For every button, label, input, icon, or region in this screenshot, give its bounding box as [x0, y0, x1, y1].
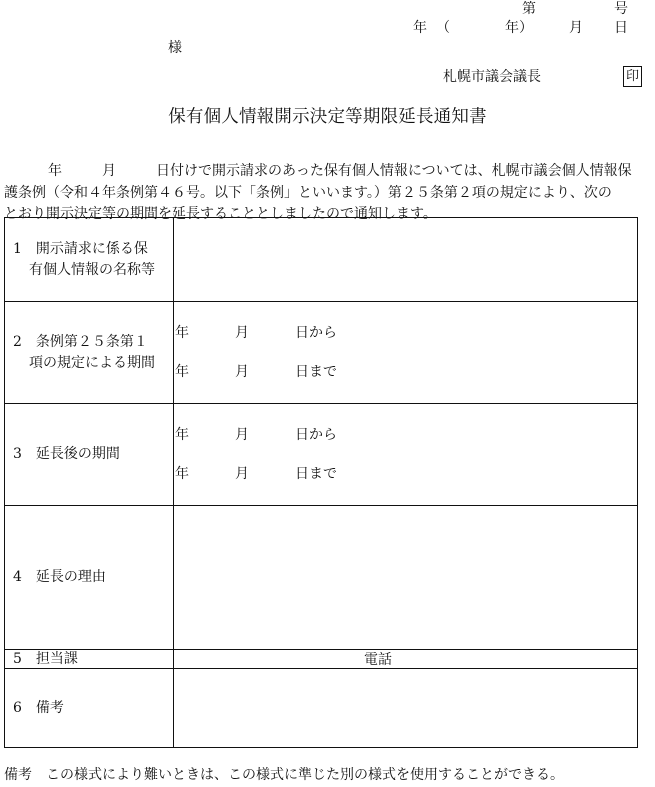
label-cell	[5, 302, 174, 403]
phone-label: 電話	[364, 652, 392, 668]
body-year-label: 年	[48, 163, 62, 179]
label-cell	[5, 218, 174, 301]
document-number-dai: 第	[522, 1, 536, 17]
row-2-label-line-1: 2 条例第２５条第１	[13, 333, 148, 350]
table-row-department	[5, 650, 637, 669]
reason-value-cell[interactable]	[174, 506, 637, 649]
date-day-label: 日	[614, 20, 628, 36]
form-table	[4, 217, 638, 748]
sender-name: 札幌市議会議長	[443, 69, 541, 85]
label-cell	[5, 650, 174, 668]
table-row-extended-period	[5, 404, 637, 506]
label-cell	[5, 669, 174, 747]
department-value-cell[interactable]	[174, 650, 637, 668]
row-5-label: 5 担当課	[13, 650, 78, 667]
body-paragraph	[4, 161, 654, 226]
seal-mark: 印	[623, 66, 642, 87]
table-row-reason	[5, 506, 637, 650]
row-1-label-line-1: 1 開示請求に係る保	[13, 240, 148, 257]
body-line-1	[4, 161, 654, 183]
row-3-label: 3 延長後の期間	[13, 446, 120, 462]
table-row-request-info	[5, 218, 637, 302]
original-period-until[interactable]: 年 月 日まで	[175, 364, 337, 380]
row-2-label-line-2: 項の規定による期間	[29, 354, 155, 371]
extended-period-until[interactable]: 年 月 日まで	[175, 466, 337, 482]
row-4-label: 4 延長の理由	[13, 569, 106, 585]
request-info-value-cell[interactable]	[174, 218, 637, 301]
table-row-original-period	[5, 302, 637, 404]
table-row-remarks	[5, 669, 637, 747]
date-month-label: 月	[569, 20, 583, 36]
body-month-label: 月	[102, 163, 116, 179]
document-title: 保有個人情報開示決定等期限延長通知書	[168, 107, 487, 127]
body-line-3: とおり開示決定等の期間を延長することとしましたので通知します。	[4, 206, 437, 222]
body-line-1-text: 日付けで開示請求のあった保有個人情報については、札幌市議会個人情報保	[156, 163, 632, 179]
date-era-year-label: 年）	[505, 20, 533, 36]
date-era-open-paren: （	[436, 20, 450, 36]
addressee-suffix: 様	[168, 40, 182, 56]
footnote: 備考 この様式により難いときは、この様式に準じた別の様式を使用することができる。	[4, 767, 564, 783]
label-cell	[5, 506, 174, 649]
date-year-label: 年	[413, 20, 427, 36]
remarks-value-cell[interactable]	[174, 669, 637, 747]
label-cell	[5, 404, 174, 505]
body-line-2: 護条例（令和４年条例第４６号。以下「条例」といいます。）第２５条第２項の規定により、次の	[4, 184, 612, 201]
original-period-from[interactable]: 年 月 日から	[175, 325, 337, 341]
extended-period-from[interactable]: 年 月 日から	[175, 427, 337, 443]
row-1-label-line-2: 有個人情報の名称等	[29, 261, 155, 278]
row-6-label: 6 備考	[13, 699, 64, 716]
document-number-go: 号	[614, 1, 628, 17]
